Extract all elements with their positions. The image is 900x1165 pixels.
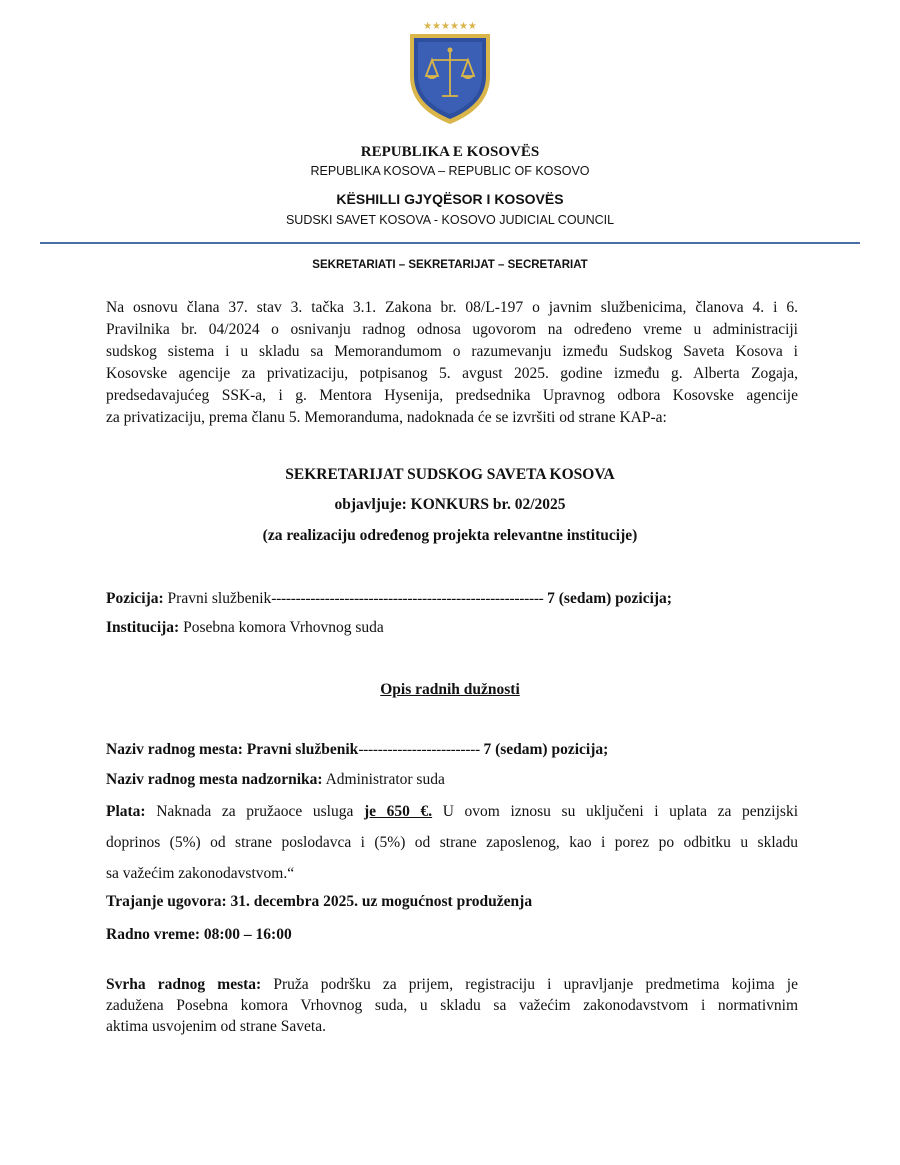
salary-label: Plata: <box>106 803 146 820</box>
job-title-count: 7 (sedam) pozicija; <box>483 741 609 758</box>
kosovo-judicial-council-emblem-icon <box>404 18 496 126</box>
position-count: 7 (sedam) pozicija; <box>547 590 672 607</box>
contract-duration: Trajanje ugovora: 31. decembra 2025. uz mogućnost produženja <box>106 893 533 910</box>
purpose-line-2: zadužena Posebna komora Vrhovnog suda, u skladu sa važećim zakonodavstvom i normativnim <box>106 997 798 1014</box>
position-line <box>106 590 806 608</box>
header-republic-albanian: REPUBLIKA E KOSOVËS <box>360 144 540 160</box>
position-label: Pozicija: <box>106 590 164 607</box>
intro-line: za privatizaciju, prema članu 5. Memoranduma, nadoknada će se izvršiti od strane KAP-a: <box>106 409 667 426</box>
job-title-label: Naziv radnog mesta: Pravni službenik <box>106 741 359 758</box>
header-divider <box>40 242 860 244</box>
salary-line-2: doprinos (5%) od strane poslodavca i (5%) od strane zaposlenog, kao i porez po odbitku u skladu <box>106 834 798 851</box>
purpose-line-3: aktima usvojenim od strane Saveta. <box>106 1018 326 1035</box>
supervisor-value: Administrator suda <box>322 771 445 788</box>
intro-line: sudskog sistema i u skladu sa Memorandumom o razumevanju između Sudskog Saveta Kosova i <box>106 343 798 360</box>
duties-heading: Opis radnih dužnosti <box>380 681 520 698</box>
salary-line-3: sa važećim zakonodavstvom.“ <box>106 865 295 882</box>
institution-label: Institucija: <box>106 619 180 636</box>
salary-text-after: U ovom iznosu su uključeni i uplata za penzijski <box>432 803 798 820</box>
position-value: Pravni službenik <box>163 590 272 607</box>
institution-value: Posebna komora Vrhovnog suda <box>179 619 384 636</box>
emblem-stars: ★★★★★★ <box>423 21 477 32</box>
purpose-line-1 <box>106 974 798 995</box>
job-title-line <box>106 741 806 759</box>
purpose-line-1-text: Pruža podršku za prijem, registraciju i upravljanje predmetima kojima je <box>261 976 798 993</box>
salary-paragraph <box>106 801 798 885</box>
header-secretariat: SEKRETARIATI – SEKRETARIJAT – SECRETARIAT <box>312 259 588 271</box>
intro-line: predsedavajućeg SSK-a, i g. Mentora Hysenija, predsednika Upravnog odbora Kosovske agencije <box>106 387 798 404</box>
announcement-subtitle: objavljuje: KONKURS br. 02/2025 <box>334 496 566 513</box>
announcement-note: (za realizaciju određenog projekta relevantne institucije) <box>262 527 638 544</box>
job-title-dashes: ------------------------- <box>358 741 484 758</box>
salary-text-before: Naknada za pružaoce usluga <box>145 803 364 820</box>
position-dashes: -------------------------------------------------------- <box>271 590 548 607</box>
supervisor-line <box>106 771 806 789</box>
salary-line-1 <box>106 801 798 823</box>
purpose-label: Svrha radnog mesta: <box>106 976 262 993</box>
purpose-paragraph <box>106 974 798 1037</box>
institution-line <box>106 619 806 637</box>
intro-line: Kosovske agencije za privatizaciju, potpisanog 5. avgust 2025. godine između g. Alberta Zogaja, <box>106 365 798 382</box>
working-hours: Radno vreme: 08:00 – 16:00 <box>106 926 292 943</box>
intro-line: Pravilnika br. 04/2024 o osnivanju radnog odnosa ugovorom na određeno vreme u administraciji <box>106 321 798 338</box>
salary-amount: je 650 €. <box>363 803 433 820</box>
intro-paragraph <box>106 297 798 429</box>
header-council-serbian-english: SUDSKI SAVET KOSOVA - KOSOVO JUDICIAL COUNCIL <box>285 213 615 227</box>
announcement-title: SEKRETARIJAT SUDSKOG SAVETA KOSOVA <box>285 466 615 483</box>
header-republic-serbian-english: REPUBLIKA KOSOVA – REPUBLIC OF KOSOVO <box>310 164 590 178</box>
intro-line: Na osnovu člana 37. stav 3. tačka 3.1. Zakona br. 08/L-197 o javnim službenicima, članova 4. i 6. <box>106 299 798 316</box>
supervisor-label: Naziv radnog mesta nadzornika: <box>106 771 323 788</box>
header-council-albanian: KËSHILLI GJYQËSOR I KOSOVËS <box>336 191 564 207</box>
